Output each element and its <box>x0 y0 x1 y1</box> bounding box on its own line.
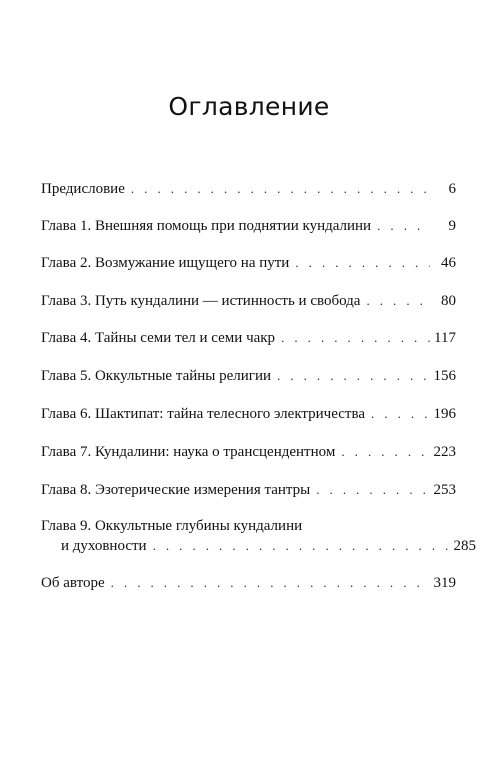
toc-entry-chapter-3 <box>41 291 456 311</box>
toc-page-number: 223 <box>433 444 456 460</box>
toc-entry-chapter-1 <box>41 216 456 236</box>
toc-page-number: 253 <box>433 482 456 498</box>
toc-entry-preface <box>41 179 456 199</box>
toc-page-number: 9 <box>448 218 456 234</box>
toc-entry-chapter-4 <box>41 328 456 348</box>
toc-page-number: 6 <box>448 181 456 197</box>
dot-leader <box>316 480 429 499</box>
toc-entry-label-continued: и духовности <box>61 538 147 554</box>
toc-entry-chapter-7 <box>41 442 456 462</box>
dot-leader <box>281 328 430 347</box>
toc-page-number: 46 <box>441 255 456 271</box>
dot-leader <box>341 442 429 461</box>
toc-entry-label: Глава 4. Тайны семи тел и семи чакр <box>41 330 276 346</box>
toc-entry-label: Об авторе <box>41 575 105 591</box>
toc-entry-chapter-2 <box>41 253 456 273</box>
toc-entry-chapter-8 <box>41 480 456 500</box>
dot-leader <box>153 536 450 555</box>
toc-page-number: 156 <box>433 368 456 384</box>
toc-entry-label: Глава 2. Возмужание ищущего на пути <box>41 255 290 271</box>
dot-leader <box>111 573 430 592</box>
toc-entry-label: Предисловие <box>41 181 125 197</box>
dot-leader <box>131 179 430 198</box>
toc-entry-label: Глава 7. Кундалини: наука о трансцендентном <box>41 444 336 460</box>
toc-entry-chapter-6 <box>41 404 456 424</box>
toc-entry-label: Глава 6. Шактипат: тайна телесного электричества <box>41 406 366 422</box>
dot-leader <box>295 253 430 272</box>
toc-entry-label: Глава 3. Путь кундалини — истинность и свобода <box>41 293 361 309</box>
toc-entry-label: Глава 8. Эзотерические измерения тантры <box>41 482 311 498</box>
dot-leader <box>371 404 429 423</box>
toc-page-number: 80 <box>441 293 456 309</box>
toc-entry-about-author <box>41 573 456 593</box>
toc-entry-chapter-9 <box>41 517 476 556</box>
toc-page-number: 319 <box>433 575 456 591</box>
toc-entry-label: Глава 1. Внешняя помощь при поднятии кундалини <box>41 218 372 234</box>
toc-page-number: 196 <box>433 406 456 422</box>
toc-entry-label: Глава 9. Оккультные глубины кундалини <box>41 518 303 534</box>
dot-leader <box>366 291 430 310</box>
page-title: Оглавление <box>168 92 330 121</box>
toc-page-number: 117 <box>434 330 456 346</box>
dot-leader <box>277 366 430 385</box>
toc-entry-chapter-5 <box>41 366 456 386</box>
toc-entry-label: Глава 5. Оккультные тайны религии <box>41 368 271 384</box>
toc-page-number: 285 <box>453 538 476 554</box>
dot-leader <box>377 216 430 235</box>
